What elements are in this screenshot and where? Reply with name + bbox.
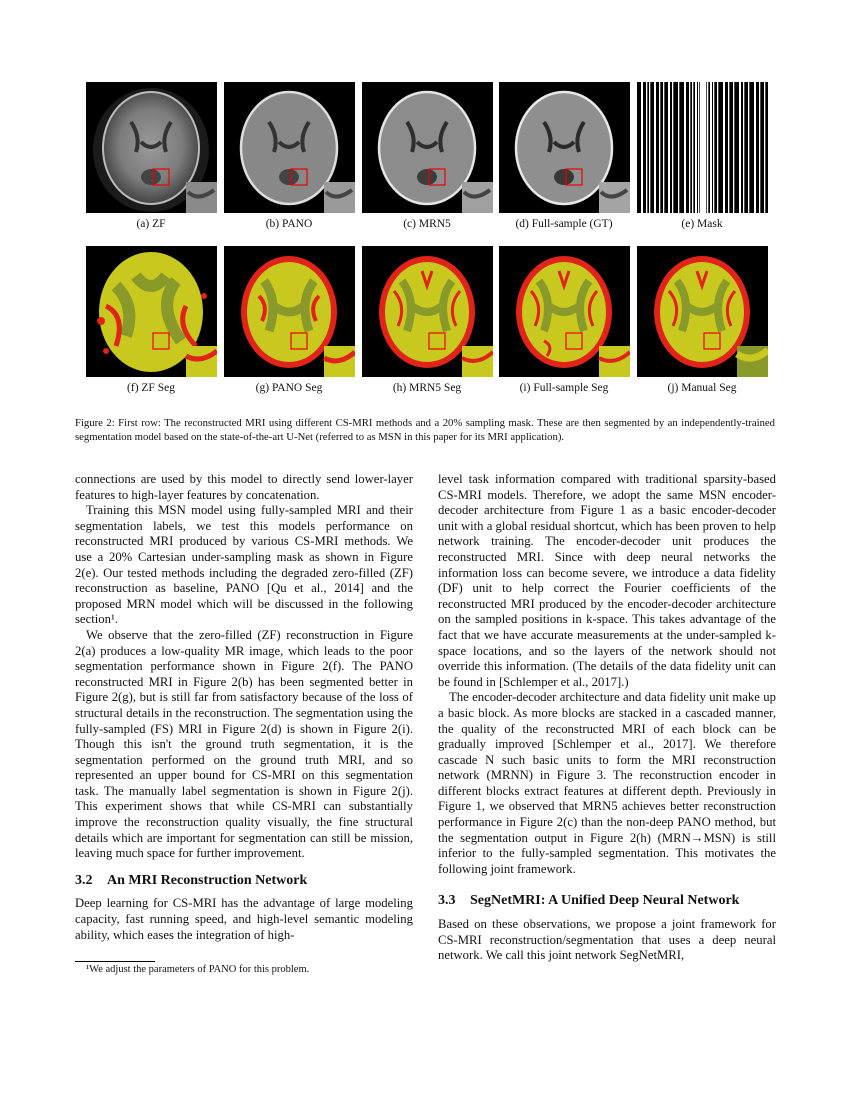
mask-line	[684, 82, 686, 213]
section-number: 3.2	[75, 872, 93, 888]
caption-c: (c) MRN5	[403, 218, 451, 230]
mask-line	[663, 82, 664, 213]
right-column	[438, 472, 776, 964]
section-title: SegNetMRI: A Unified Deep Neural Network	[470, 893, 740, 909]
figure-panel-mask	[637, 82, 768, 213]
figure-panel-pano	[224, 82, 355, 213]
right-paragraph-1: level task information compared with traditional sparsity-based CS-MRI models. Therefore, we adopt the same MSN encoder-decoder architecture from Figure 1 as a basic encoder-decoder unit with a global residual shortcut, which has been proven to help network training. The encoder-decoder unit produces the reconstructed MRI. Since with deep neural networks the information loss can become severe, we introduce a data fidelity (DF) unit to help correct the Fourier coefficients of the reconstructed MRI produced by the encoder-decoder architecture on the sampled positions in k-space. This takes advantage of the fact that we have accurate measurements at the under-sampled k-space locations, and so the layers of the network should not override this information. (The details of the data fidelity unit can be found in [Schlemper et al., 2017].)	[438, 472, 776, 689]
figure-panel-full-sample-seg	[499, 246, 630, 377]
mask-line	[713, 82, 714, 213]
mask-line	[695, 82, 697, 213]
mask-line	[659, 82, 660, 213]
mask-line	[705, 82, 706, 213]
mask-line	[743, 82, 744, 213]
caption-b: (b) PANO	[265, 218, 313, 230]
caption-d: (d) Full-sample (GT)	[515, 218, 613, 230]
caption-g: (g) PANO Seg	[255, 382, 323, 394]
mask-line	[641, 82, 643, 213]
left-paragraph-2: Training this MSN model using fully-sampled MRI and their segmentation labels, we test this models performance on reconstructed MRI produced by various CS-MRI methods. We use a 20% Cartesian under-sampling mask as shown in Figure 2(e). Our tested methods including the degraded zero-filled (ZF) reconstruction as baseline, PANO [Qu et al., 2014] and the proposed MRN model which will be discussed in the following section¹.	[75, 503, 413, 627]
section-title: An MRI Reconstruction Network	[107, 872, 308, 888]
figure-panel-zf-seg	[86, 246, 217, 377]
mask-line	[649, 82, 650, 213]
left-paragraph-3: We observe that the zero-filled (ZF) reconstruction in Figure 2(a) produces a low-quality MR image, which leads to the poor segmentation performance shown in Figure 2(f). The PANO reconstructed MRI in Figure 2(b) has been segmented better in Figure 2(g), but is still far from satisfactory because of the loss of structural details in the reconstruction. The segmentation using the fully-sampled (FS) MRI in Figure 2(d) is shown in Figure 2(i). Though this isn't the ground truth segmentation, it is the segmentation performed on the ground truth MRI, and so represented an upper bound for CS-MRI on this segmentation task. The manually label segmentation is shown in Figure 2(j). This experiment shows that while CS-MRI can substantially improve the reconstruction quality visually, the fine structural details which are important for segmentation can still be mission, leaving much space for further improvement.	[75, 627, 413, 861]
caption-f: (f) ZF Seg	[127, 382, 175, 394]
section-heading-3-3	[438, 893, 776, 909]
mask-line	[759, 82, 760, 213]
left-paragraph-4: Deep learning for CS-MRI has the advantage of large modeling capacity, fast running speed, and high-level semantic modeling ability, which eases the integration of high-	[75, 896, 413, 942]
caption-i: (i) Full-sample Seg	[519, 382, 609, 394]
section-number: 3.3	[438, 893, 456, 909]
footnote: ¹We adjust the parameters of PANO for this problem.	[86, 964, 310, 976]
caption-h: (h) MRN5 Seg	[392, 382, 462, 394]
right-paragraph-2: The encoder-decoder architecture and data fidelity unit make up a basic block. As more blocks are stacked in a cascaded manner, the quality of the reconstructed MRI of each block can be gradually improved [Schlemper et al., 2017]. We therefore cascade N such basic units to form the MRI reconstruction network (MRNN) in Figure 3. The reconstruction encoder in different blocks extract features at different depth. Previously in Figure 1, we observed that MRN5 achieves better reconstruction performance in Figure 2(c) than the non-deep PANO method, but the segmentation output in Figure 2(h) (MRN→MSN) is still inferior to the fully-sampled segmentation. This motivates the following joint framework.	[438, 690, 776, 876]
mask-line	[739, 82, 741, 213]
figure-caption: Figure 2: First row: The reconstructed MRI using different CS-MRI methods and a 20% sampling mask. These are then segmented by an independently-trained segmentation model based on the state-of-the-art U-Net (referred to as MSN in this paper for its MRI application).	[75, 417, 775, 443]
left-paragraph-1: connections are used by this model to directly send lower-layer features to high-layer features by concatenation.	[75, 472, 413, 502]
mask-line	[689, 82, 690, 213]
mask-line	[728, 82, 729, 213]
mask-line	[748, 82, 749, 213]
mask-line	[698, 82, 699, 213]
mask-line	[654, 82, 656, 213]
mask-line	[764, 82, 765, 213]
figure-panel-full-sample	[499, 82, 630, 213]
mask-line	[754, 82, 756, 213]
mask-line	[646, 82, 647, 213]
figure-panel-zf	[86, 82, 217, 213]
mask-line	[717, 82, 718, 213]
mask-line	[678, 82, 679, 213]
figure-panel-mrn5-seg	[362, 246, 493, 377]
mask-line	[707, 82, 708, 213]
figure-panel-mrn5	[362, 82, 493, 213]
caption-a: (a) ZF	[136, 218, 166, 230]
mask-line	[672, 82, 673, 213]
mask-line	[723, 82, 725, 213]
figure-panel-manual-seg	[637, 246, 768, 377]
caption-j: (j) Manual Seg	[667, 382, 737, 394]
caption-e: (e) Mask	[681, 218, 723, 230]
section-heading-3-2	[75, 873, 413, 889]
figure-panel-pano-seg	[224, 246, 355, 377]
left-column	[75, 472, 413, 978]
right-paragraph-3: Based on these observations, we propose a joint framework for CS-MRI reconstruction/segmentation that uses a deep neural network. We call this joint network SegNetMRI,	[438, 917, 776, 963]
mask-line	[733, 82, 734, 213]
mask-line	[710, 82, 712, 213]
mask-line	[692, 82, 693, 213]
mask-line	[668, 82, 670, 213]
